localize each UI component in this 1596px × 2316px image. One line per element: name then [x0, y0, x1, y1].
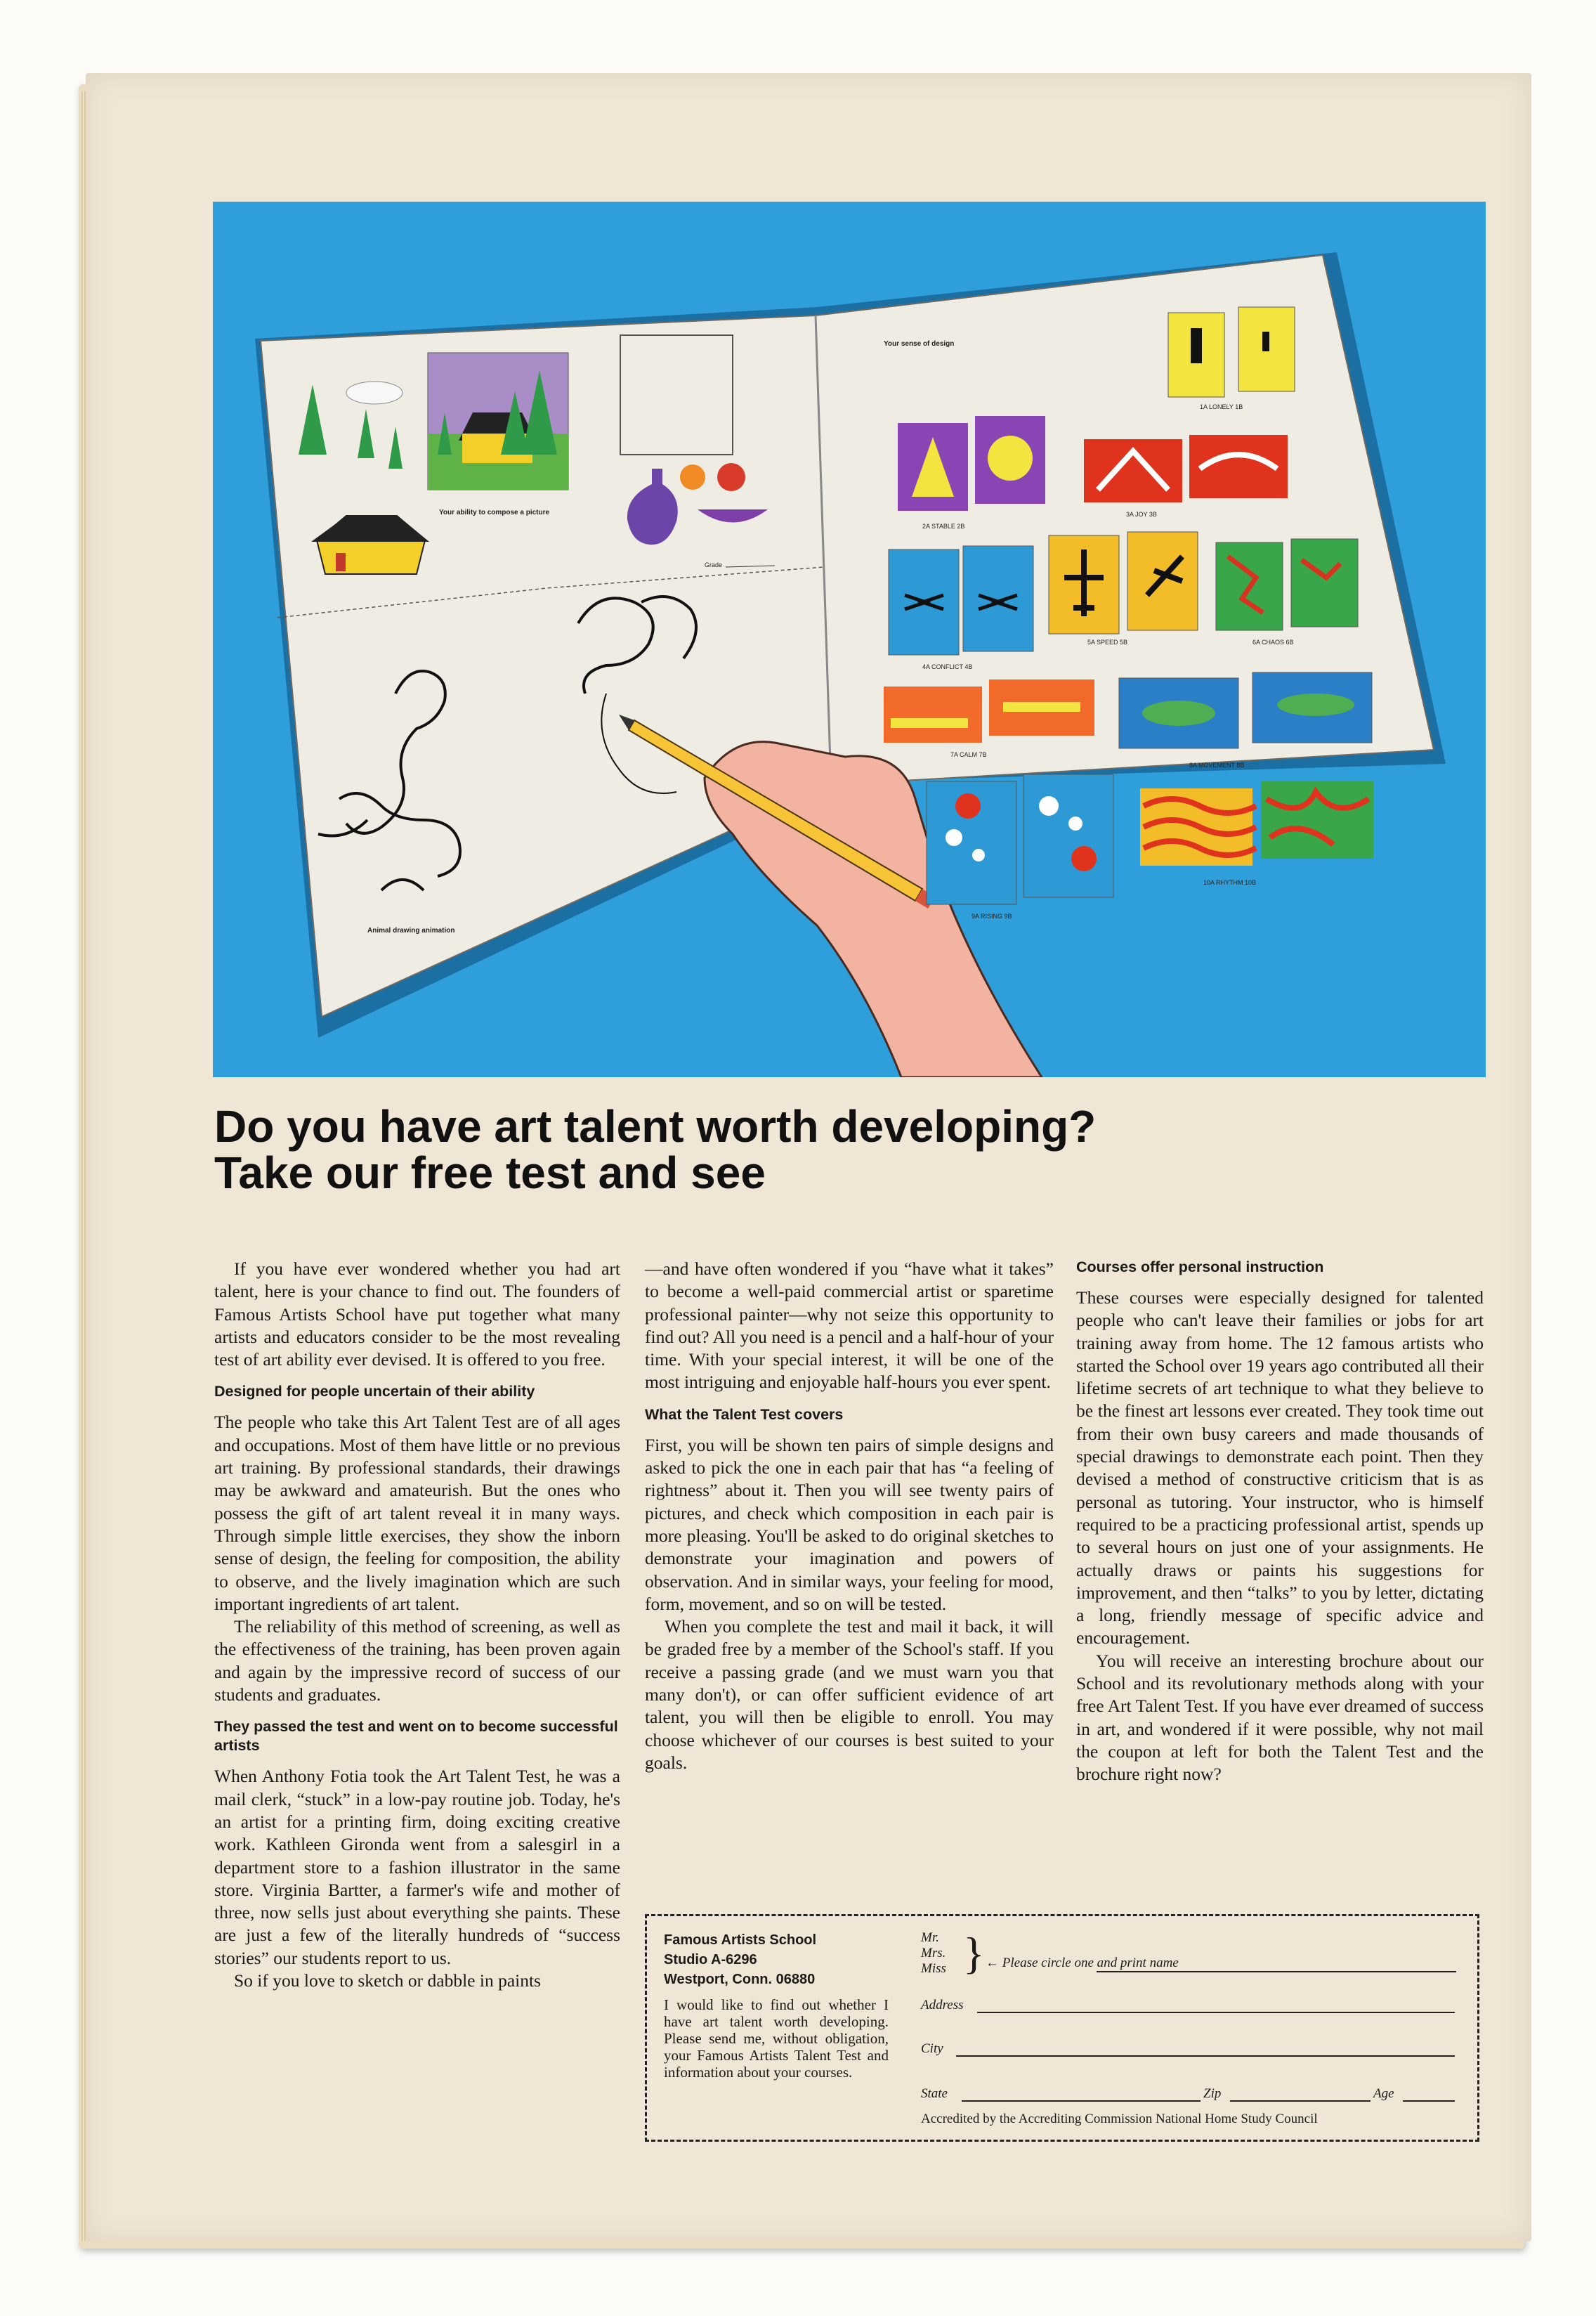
col1-paragraph: The people who take this Art Talent Test are of all ages and occupations. Most of them have little or no previous art training. By professional standards, their drawings may be awkward and amateurish. But the ones who possess the gift of art talent reveal it in many ways. Through simple little exercises, they show the inborn sense of design, the feeling for composition, the ability to observe, and the lively imagination which are such important ingredients of art talent. [214, 1412, 620, 1614]
name-line[interactable] [1097, 1971, 1456, 1972]
circle-instruction: ← Please circle one and print name [986, 1956, 1179, 1970]
col2-subhead: What the Talent Test covers [645, 1405, 844, 1423]
col1-paragraph: So if you love to sketch or dabble in paints [234, 1970, 541, 1991]
art-test-illustration [213, 202, 1486, 1077]
ad-headline [214, 1103, 1493, 1196]
label-conflict: 4A CONFLICT 4B [922, 663, 973, 670]
body-column-1 [214, 1258, 620, 1992]
city-label: City [921, 2041, 943, 2056]
bubble-icon [1071, 846, 1097, 871]
address-line[interactable] [977, 2012, 1455, 2013]
body-column-3 [1076, 1258, 1484, 1786]
figure-icon [1191, 328, 1202, 363]
age-line[interactable] [1403, 2100, 1455, 2102]
design-6b [1291, 539, 1358, 627]
circle-icon [988, 436, 1033, 481]
design-title: Your sense of design [884, 340, 955, 348]
cloud-icon [346, 382, 403, 404]
design-4b [963, 546, 1033, 651]
design-7a-bar [891, 718, 968, 728]
apple-icon [717, 463, 745, 491]
grade-label: Grade [705, 561, 723, 568]
body-column-2 [645, 1258, 1054, 1774]
headline-line-1: Do you have art talent worth developing? [214, 1101, 1097, 1152]
coupon-form [921, 1930, 1462, 2134]
mail-coupon[interactable] [645, 1914, 1479, 2142]
bubble-icon [1068, 817, 1082, 831]
bubble-icon [1039, 796, 1059, 816]
label-speed: 5A SPEED 5B [1087, 639, 1128, 646]
col3-paragraph: You will receive an interesting brochure about our School and its revolutionary methods along with your free Art Talent Test. If you have ever dreamed of success in art, and wondered if it were possible, why not mail the coupon at left for both the Talent Test and the brochure right now? [1076, 1650, 1484, 1785]
col3-subhead: Courses offer personal instruction [1076, 1258, 1324, 1275]
col2-paragraph: First, you will be shown ten pairs of simple designs and asked to pick the one in each pair that has “a feeling of rightness” about it. Then you will see twenty pairs of pictures, and check which composition in each pair is more pleasing. You'll be asked to do original sketches to demonstrate your imagination and powers of observation. And in similar ways, your feeling for mood, form, movement, and so on will be tested. [645, 1434, 1054, 1614]
col2-paragraph: —and have often wondered if you “have what it takes” to become a well-paid commercial artist or sparetime professional painter—why not seize this opportunity to find out? All you need is a pencil and a half-hour of your time. With your special interest, it will be one of the most intriguing and enjoyable half-hours you ever spent. [645, 1258, 1054, 1393]
design-9b [1023, 774, 1113, 897]
barn-door [336, 553, 346, 571]
age-label: Age [1373, 2086, 1394, 2101]
bubble-icon [946, 829, 962, 846]
label-lonely: 1A LONELY 1B [1200, 403, 1243, 410]
brace-mark: } [963, 1928, 985, 1978]
address-field[interactable] [921, 1998, 1455, 2013]
coupon-request-text: I would like to find out whether I have art talent worth developing. Please send me, without obligation, your Famous Artists Talent Test and information about your courses. [664, 1996, 889, 2081]
label-chaos: 6A CHAOS 6B [1252, 639, 1294, 646]
col2-paragraph: When you complete the test and mail it back, it will be graded free by a member of the School's staff. If you receive a passing grade (and we must warn you that many don't), or can offer sufficient evidence of art talent, you will then be eligible to enroll. You may choose whichever of our courses is best suited to your goals. [645, 1616, 1054, 1773]
label-joy: 3A JOY 3B [1126, 511, 1157, 518]
design-7b-bar [1003, 702, 1080, 712]
figure-icon [1262, 332, 1269, 351]
state-zip-age-row[interactable] [921, 2086, 1455, 2107]
coupon-address-block [664, 1930, 889, 2081]
orange-icon [680, 464, 705, 490]
col1-paragraph: If you have ever wondered whether you had art talent, here is your chance to find out. The founders of Famous Artists School have put together what many artists and educators consider to be the most revealing test of art ability ever devised. It is offered to you free. [214, 1258, 620, 1370]
col3-paragraph: These courses were especially designed for talented people who can't leave their families or jobs for art training away from home. The 12 famous artists who started the School over 19 years ago contributed all their lifetime secrets of art technique to what they believe to be the finest art lessons ever created. They took time out from their own busy careers and made thousands of special drawings to demonstrate each point. Then they devised a method of constructive criticism that is as personal as tutoring. Your instructor, who is himself required to be a practicing professional artist, spends up to several hours on just one of your assignments. He actually draws or paints his suggestions for improvement, and then “talks” to you by letter, dictating a long, friendly message of specific advice and encouragement. [1076, 1287, 1484, 1648]
design-7a [884, 687, 982, 743]
headline-line-2: Take our free test and see [214, 1147, 766, 1198]
fish-icon [1277, 694, 1354, 716]
label-rhythm: 10A RHYTHM 10B [1203, 879, 1257, 886]
city-line[interactable] [956, 2055, 1455, 2057]
label-calm: 7A CALM 7B [950, 751, 987, 758]
state-line[interactable] [962, 2100, 1201, 2102]
animal-title: Animal drawing animation [367, 927, 455, 935]
address-label: Address [921, 1998, 964, 2012]
city-field[interactable] [921, 2041, 1455, 2057]
col1-paragraph: When Anthony Fotia took the Art Talent Test, he was a mail clerk, “stuck” in a low-pay routine job. Today, he's an artist for a printing firm, doing exciting creative work. Kathleen Gironda went from a salesgirl in a department store to a fashion illustrator in the same store. Virginia Bartter, a farmer's wife and mother of three, now sells just about everything she paints. These are just a few of the literally hundreds of “success stories” our students report to us. [214, 1766, 620, 1968]
school-city: Westport, Conn. 06880 [664, 1972, 816, 1987]
zip-label: Zip [1203, 2086, 1222, 2101]
label-rising: 9A RISING 9B [972, 913, 1012, 920]
name-field-row[interactable] [921, 1930, 1462, 1986]
bubble-icon [972, 849, 985, 861]
salutation-mrs[interactable]: Mrs. [921, 1946, 946, 1960]
open-book-drawing [213, 202, 1486, 1077]
salutation-mr[interactable]: Mr. [921, 1930, 939, 1945]
fish-icon [1142, 701, 1215, 726]
zip-line[interactable] [1230, 2100, 1371, 2102]
school-name: Famous Artists School [664, 1932, 817, 1948]
state-label: State [921, 2086, 948, 2101]
salutation-miss[interactable]: Miss [921, 1961, 946, 1976]
col1-subhead: Designed for people uncertain of their ability [214, 1383, 535, 1400]
label-stable: 2A STABLE 2B [922, 523, 965, 530]
accreditation-note: Accredited by the Accrediting Commission National Home Study Council [921, 2112, 1318, 2126]
label-movement: 8A MOVEMENT 8B [1189, 762, 1245, 769]
bubble-icon [955, 793, 981, 819]
col1-paragraph: The reliability of this method of screening, as well as the effectiveness of the training, has been proven again and again by the impressive record of success of our students and graduates. [214, 1616, 620, 1705]
salutation-options[interactable] [921, 1930, 946, 1977]
col1-subhead: They passed the test and went on to become successful artists [214, 1718, 618, 1755]
compose-title: Your ability to compose a picture [439, 509, 550, 516]
school-studio: Studio A-6296 [664, 1952, 757, 1967]
